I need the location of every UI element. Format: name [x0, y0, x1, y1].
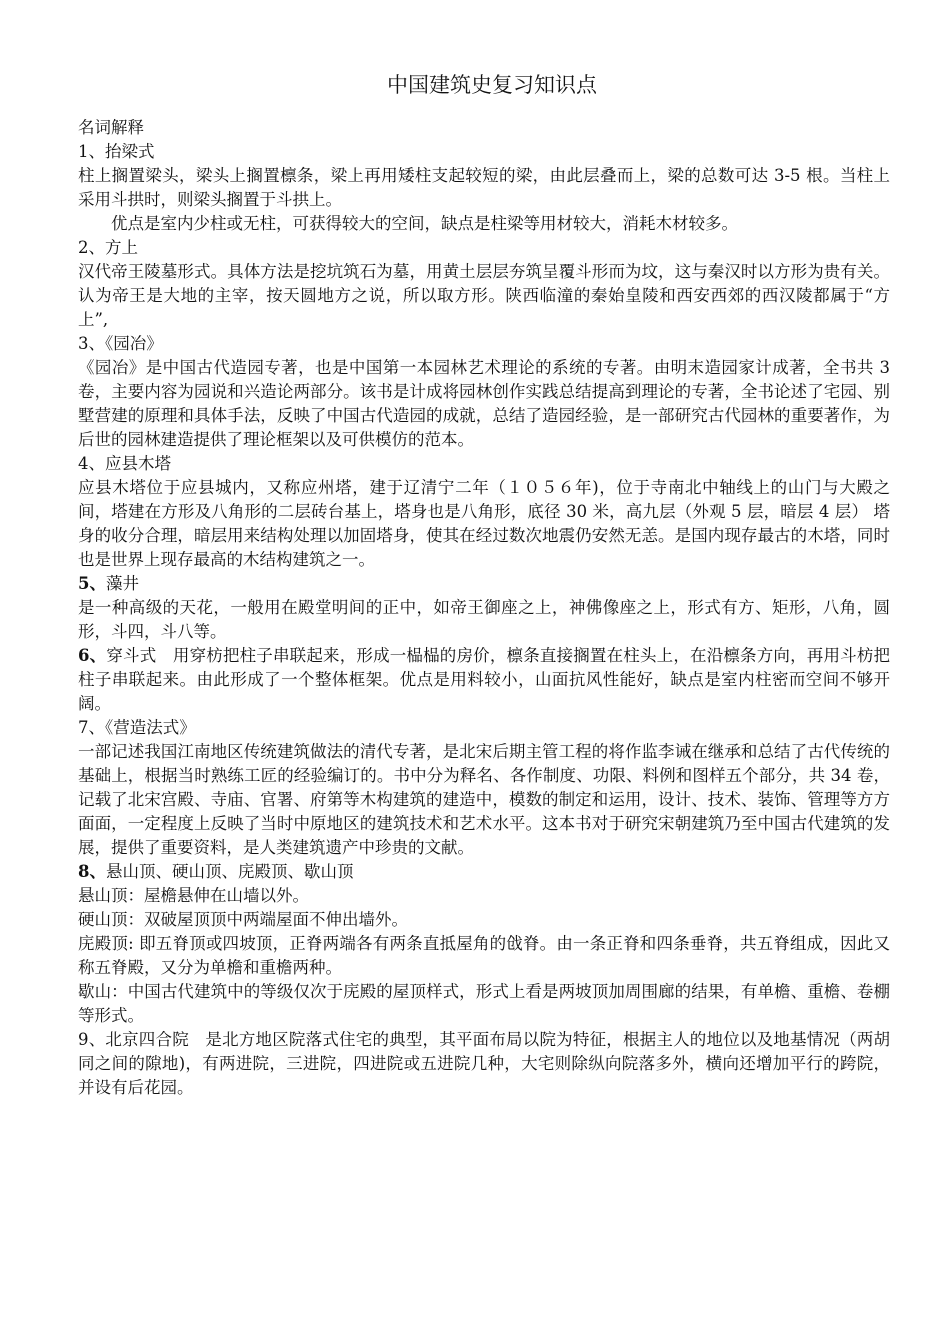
entry-term: 应县木塔	[105, 454, 171, 473]
page-title: 中国建筑史复习知识点	[387, 73, 597, 97]
entry-term: 悬山顶、硬山顶、庑殿顶、歇山顶	[105, 862, 354, 881]
entry-text: 是北方地区院落式住宅的典型，其平面布局以院为特征，根据主人的地位以及地基情况（两胡同之间的隙地)，有两进院，三进院，四进院或五进院几种，大宅则除纵向院落多外，横向还增加平行的跨院，并设有后花园。	[78, 1030, 891, 1097]
entry-paragraph: 优点是室内少柱或无柱，可获得较大的空间，缺点是柱梁等用材较大，消耗木材较多。	[111, 214, 738, 233]
entry-heading	[78, 140, 890, 164]
entry-heading	[78, 860, 890, 884]
entry-paragraph: 汉代帝王陵墓形式。具体方法是挖坑筑石为墓，用黄土层层夯筑呈覆斗形而为坟，这与秦汉时以方形为贵有关。认为帝王是大地的主宰，按天圆地方之说，所以取方形。陕西临潼的秦始皇陵和西安西郊的西汉陵都属于“方上”,	[78, 262, 890, 329]
entry-paragraph: 硬山顶：双破屋顶顶中两端屋面不伸出墙外。	[78, 910, 408, 929]
entry-number: 8、	[78, 862, 106, 881]
entry-term: 方上	[105, 238, 138, 257]
entry-paragraph: 一部记述我国江南地区传统建筑做法的清代专著，是北宋后期主管工程的将作监李诫在继承和总结了古代传统的基础上，根据当时熟练工匠的经验编订的。书中分为释名、各作制度、功限、料例和图样五个部分，共 34 卷，记载了北宋宫殿、寺庙、官署、府第等木构建筑的建造中，模数的制定和运用，设计、技术、装饰、管理等方方面面，一定程度上反映了当时中原地区的建筑技术和艺术水平。这本书对于研究宋朝建筑乃至中国古代建筑的发展，提供了重要资料，是人类建筑遗产中珍贵的文献。	[78, 742, 890, 857]
entry-number: 4、	[78, 454, 105, 473]
entry-text: 用穿枋把柱子串联起来，形成一榀榀的房价，檩条直接搁置在柱头上，在沿檩条方向，再用斗枋把柱子串联起来。由此形成了一个整体框架。优点是用料较小，山面抗风性能好，缺点是室内柱密而空间不够开阔。	[78, 646, 891, 713]
entry-term: 《园冶》	[105, 334, 163, 353]
entry-zaojing	[78, 572, 890, 644]
entry-taliangshi	[78, 140, 890, 236]
entry-paragraph: 《园冶》是中国古代造园专著，也是中国第一本园林艺术理论的系统的专著。由明末造园家计成著，全书共 3 卷，主要内容为园说和兴造论两部分。该书是计成将园林创作实践总结提高到理论的专著，全书论述了宅园、别墅营建的原理和具体手法，反映了中国古代造园的成就，总结了造园经验，是一部研究古代园林的重要著作，为后世的园林建造提供了理论框架以及可供模仿的范本。	[78, 358, 890, 449]
entry-term: 《营造法式》	[105, 718, 196, 737]
entry-paragraph	[78, 1028, 890, 1100]
entry-number: 1、	[78, 142, 105, 161]
entry-fangshang	[78, 236, 890, 332]
entry-paragraph: 庑殿顶: 即五脊顶或四坡顶，正脊两端各有两条直抵屋角的戗脊。由一条正脊和四条垂脊，共五脊组成，因此又称五脊殿，又分为单檐和重檐两种。	[78, 934, 890, 977]
entry-paragraph: 悬山顶：屋檐悬伸在山墙以外。	[78, 886, 309, 905]
entry-heading	[78, 716, 890, 740]
entry-yingzao-fashi	[78, 716, 890, 860]
entry-chuandoushi	[78, 644, 890, 716]
entry-term: 穿斗式	[106, 646, 157, 665]
entry-term: 北京四合院	[105, 1030, 189, 1049]
entry-number: 3、	[78, 334, 105, 353]
entry-siheyuan	[78, 1028, 890, 1100]
entry-heading	[78, 452, 890, 476]
entry-heading	[78, 332, 890, 356]
section-label: 名词解释	[78, 118, 144, 137]
entry-number: 7、	[78, 718, 105, 737]
entry-paragraph	[78, 644, 890, 716]
entry-paragraph: 应县木塔位于应县城内，又称应州塔，建于辽清宁二年（１０５６年)，位于寺南北中轴线上的山门与大殿之间，塔建在方形及八角形的二层砖台基上，塔身也是八角形，底径 30 米，高九层（外观 5 层，暗层 4 层） 塔身的收分合理，暗层用来结构处理以加固塔身，使其在经过数次地震仍安然无恙。是国内现存最古的木塔，同时也是世界上现存最高的木结构建筑之一。	[78, 478, 890, 569]
entry-yingxian-muta	[78, 452, 890, 572]
entry-roof-types	[78, 860, 890, 1028]
entry-term: 藻井	[105, 574, 139, 593]
entry-number: 5、	[78, 574, 106, 593]
document-page	[78, 70, 890, 1100]
entry-term: 抬梁式	[105, 142, 155, 161]
entry-paragraph: 歇山：中国古代建筑中的等级仅次于庑殿的屋顶样式，形式上看是两坡顶加周围廊的结果，有单檐、重檐、卷棚等形式。	[78, 982, 890, 1025]
entry-paragraph: 柱上搁置梁头，梁头上搁置檩条，梁上再用矮柱支起较短的梁，由此层叠而上，梁的总数可达 3-5 根。当柱上采用斗拱时，则梁头搁置于斗拱上。	[78, 166, 890, 209]
entry-heading	[78, 572, 890, 596]
entry-number: 6、	[78, 646, 107, 665]
entry-heading	[78, 236, 890, 260]
entry-paragraph: 是一种高级的天花，一般用在殿堂明间的正中，如帝王御座之上，神佛像座之上，形式有方、矩形，八角，圆形，斗四，斗八等。	[78, 598, 890, 641]
entry-number: 2、	[78, 238, 105, 257]
entry-number: 9、	[78, 1030, 106, 1049]
entry-yuanye	[78, 332, 890, 452]
